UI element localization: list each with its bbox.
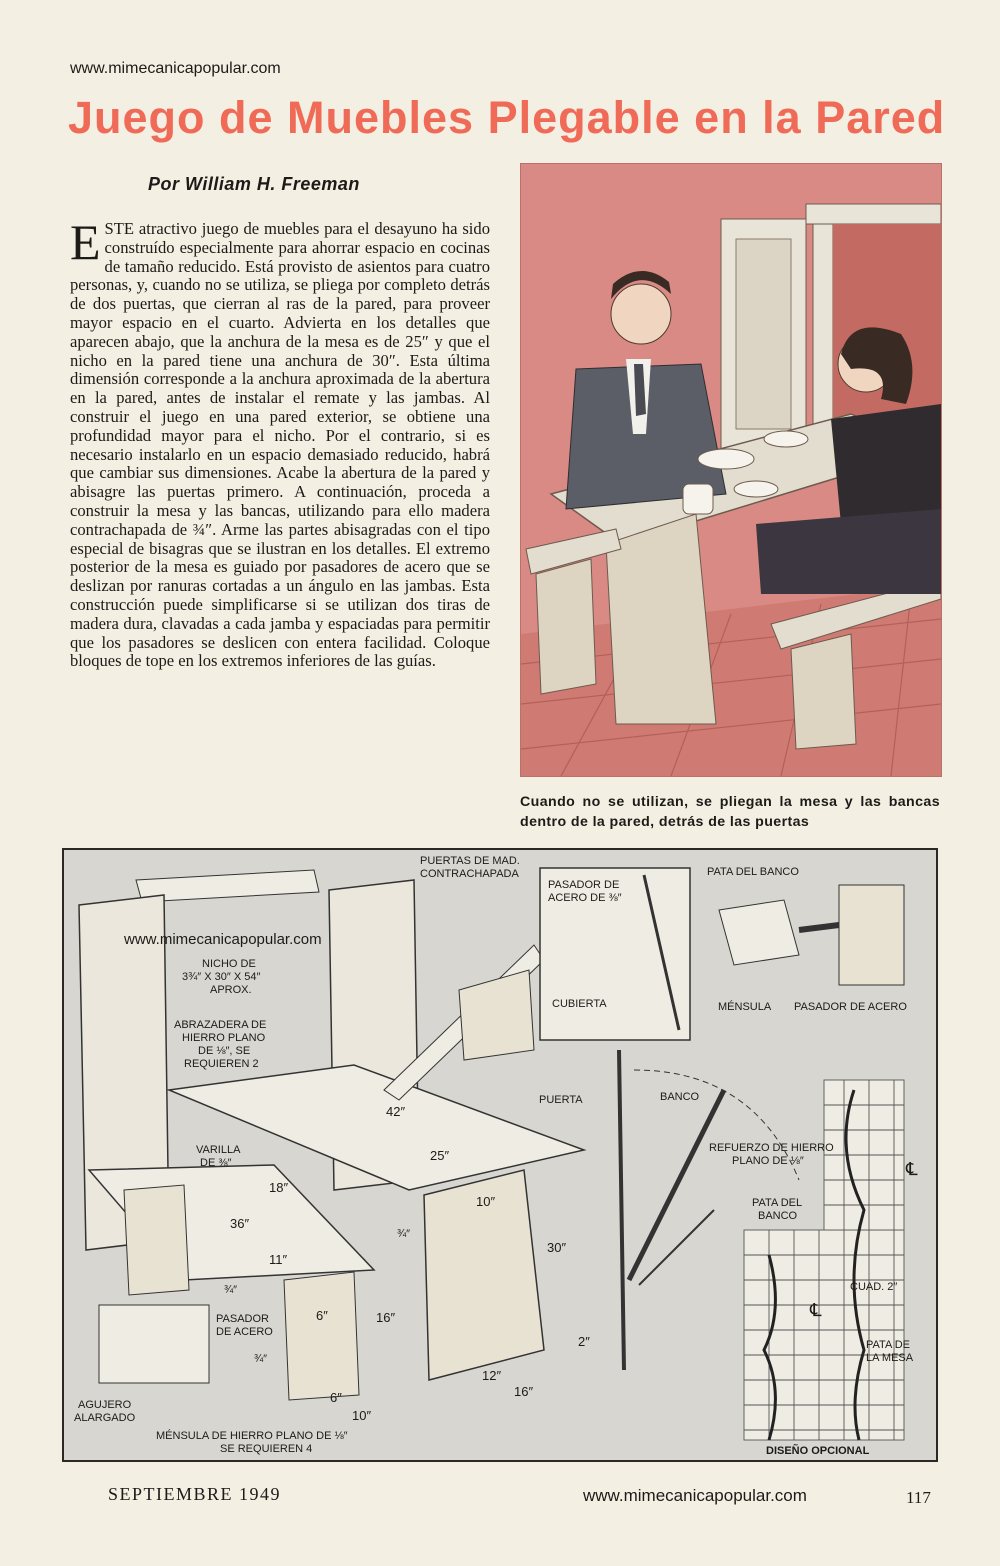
centerline-symbol-grid: ℄ bbox=[810, 1300, 822, 1320]
dim-three-quarter-table: ¾″ bbox=[397, 1228, 411, 1240]
label-nicho-1: NICHO DE bbox=[202, 958, 256, 970]
byline: Por William H. Freeman bbox=[148, 174, 360, 194]
centerline-symbol-right: ℄ bbox=[906, 1159, 918, 1179]
label-pata-banco-top: PATA DEL BANCO bbox=[707, 866, 799, 878]
dim-16-height: 16″ bbox=[376, 1310, 396, 1325]
page-number: 117 bbox=[906, 1488, 931, 1507]
dim-25: 25″ bbox=[430, 1148, 450, 1163]
label-diseno-opcional: DISEÑO OPCIONAL bbox=[766, 1445, 870, 1457]
label-nicho-3: APROX. bbox=[210, 984, 252, 996]
label-puertas-2: CONTRACHAPADA bbox=[420, 868, 519, 880]
photo-caption: Cuando no se utilizan, se pliegan la mesa y las bancas dentro de la pared, detrás de las puertas bbox=[520, 794, 940, 830]
footer-url[interactable]: www.mimecanicapopular.com bbox=[583, 1486, 807, 1505]
label-pasador-acero-right: PASADOR DE ACERO bbox=[794, 1001, 907, 1013]
label-banco: BANCO bbox=[660, 1091, 700, 1103]
label-cubierta: CUBIERTA bbox=[552, 998, 607, 1010]
dim-three-quarter-bench: ¾″ bbox=[224, 1284, 238, 1296]
issue-date: SEPTIEMBRE 1949 bbox=[108, 1484, 282, 1504]
label-nicho-2: 3¾″ X 30″ X 54″ bbox=[182, 971, 261, 983]
label-abrazadera-3: DE ⅛″, SE bbox=[198, 1045, 251, 1057]
label-refuerzo-2: PLANO DE ⅛″ bbox=[732, 1155, 804, 1167]
label-puertas-1: PUERTAS DE MAD. bbox=[420, 855, 520, 867]
dim-6-top: 6″ bbox=[316, 1308, 328, 1323]
header-url[interactable]: www.mimecanicapopular.com bbox=[70, 60, 281, 77]
dim-11: 11″ bbox=[269, 1252, 288, 1267]
dim-three-quarter-leg: ¾″ bbox=[254, 1353, 268, 1365]
label-pata-banco-1: PATA DEL bbox=[752, 1197, 803, 1209]
dim-18: 18″ bbox=[269, 1180, 289, 1195]
label-mensula-hierro-2: SE REQUIEREN 4 bbox=[220, 1443, 313, 1455]
drop-cap: E bbox=[70, 214, 101, 270]
diagram-watermark: www.mimecanicapopular.com bbox=[124, 931, 322, 948]
label-pasador-inset-1: PASADOR DE bbox=[548, 879, 620, 891]
dim-42: 42″ bbox=[386, 1104, 406, 1119]
label-pasador-inset-2: ACERO DE ⅜″ bbox=[548, 892, 622, 904]
dim-12: 12″ bbox=[482, 1368, 502, 1383]
label-pasador-left-2: DE ACERO bbox=[216, 1326, 273, 1338]
dim-36: 36″ bbox=[230, 1216, 250, 1231]
illustration-photo bbox=[520, 163, 942, 777]
article-body bbox=[70, 214, 490, 671]
dim-16-base: 16″ bbox=[514, 1384, 534, 1399]
photo-illustration bbox=[521, 164, 941, 776]
dim-30: 30″ bbox=[547, 1240, 567, 1255]
article-title: Juego de Muebles Plegable en la Pared bbox=[68, 92, 946, 143]
label-pata-mesa-1: PATA DE bbox=[866, 1339, 911, 1351]
label-puerta: PUERTA bbox=[539, 1094, 583, 1106]
label-refuerzo-1: REFUERZO DE HIERRO bbox=[709, 1142, 834, 1154]
label-abrazadera-2: HIERRO PLANO bbox=[182, 1032, 266, 1044]
article-body-text: STE atractivo juego de muebles para el desayuno ha sido construído especialmente para ahorrar espacio en cocinas de tamaño reducido. Está provisto de asientos para cuatro personas, y, cuando no se utiliza, se pliega por completo detrás de dos puertas, que cierran al ras de la pared, para proveer mayor espacio en el cuarto. Advierta en los detalles que aparecen abajo, que la anchura de la mesa es de 25″ y que el nicho en la pared tiene una anchura de 30″. Esta última dimensión corresponde a la anchura aproximada de la abertura en la pared, antes de instalar el remate y las jambas. Al construir el juego en una pared exterior, se obtiene una profundidad mayor para el nicho. Por el contrario, si es necesario instalarlo en un espacio demasiado reducido, habrá que cambiar sus dimensiones. Acabe la abertura de la pared y abisagre las puertas primero. A continuación, proceda a construir la mesa y las bancas, utilizando para ello madera contrachapada de ¾″. Arme las partes abisagradas con el tipo especial de bisagras que se ilustran en los detalles. El extremo posterior de la mesa es guiado por pasadores de acero que se deslizan por ranuras cortadas a un ángulo en las jambas. Esta construcción puede simplificarse si se utilizan dos tiras de madera dura, clavadas a cada jamba y espaciadas para permitir que los pasadores se deslicen con entera facilidad. Coloque bloques de tope en los extremos inferiores de las guías. bbox=[70, 219, 490, 671]
diagram-drawing bbox=[64, 850, 936, 1460]
label-cuad: CUAD. 2″ bbox=[850, 1281, 898, 1293]
label-agujero-2: ALARGADO bbox=[74, 1412, 136, 1424]
dim-6-bottom: 6″ bbox=[330, 1390, 342, 1405]
dim-10-bottom: 10″ bbox=[352, 1408, 372, 1423]
label-mensula: MÉNSULA bbox=[718, 1001, 772, 1013]
label-varilla-1: VARILLA bbox=[196, 1144, 241, 1156]
technical-diagram bbox=[62, 848, 938, 1462]
label-abrazadera-1: ABRAZADERA DE bbox=[174, 1019, 267, 1031]
label-abrazadera-4: REQUIEREN 2 bbox=[184, 1058, 259, 1070]
dim-10-table: 10″ bbox=[476, 1194, 496, 1209]
label-pata-mesa-2: LA MESA bbox=[866, 1352, 914, 1364]
label-varilla-2: DE ⅜″ bbox=[200, 1157, 232, 1169]
label-agujero-1: AGUJERO bbox=[78, 1399, 132, 1411]
label-mensula-hierro-1: MÉNSULA DE HIERRO PLANO DE ⅛″ bbox=[156, 1430, 348, 1442]
label-pata-banco-2: BANCO bbox=[758, 1210, 798, 1222]
dim-2: 2″ bbox=[578, 1334, 590, 1349]
label-pasador-left-1: PASADOR bbox=[216, 1313, 269, 1325]
